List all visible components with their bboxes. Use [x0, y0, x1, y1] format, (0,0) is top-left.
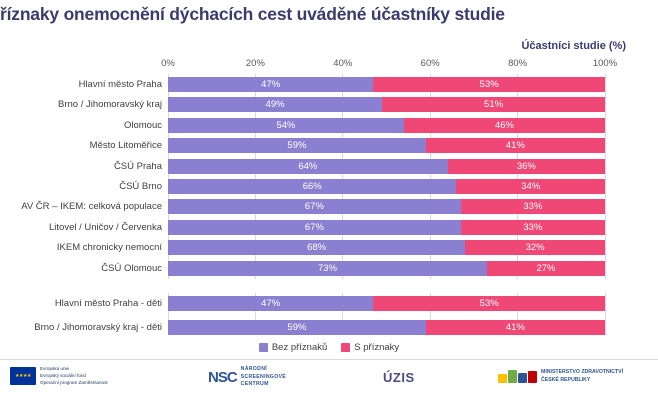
bar-segment: 32% — [465, 240, 605, 255]
nsc-text — [241, 366, 286, 389]
bar-segment: 49% — [168, 97, 382, 112]
bar-segment: 46% — [404, 118, 605, 133]
logo-nsc — [208, 366, 286, 389]
category-label: ČSÚ Brno — [119, 181, 162, 192]
chart-legend — [0, 342, 658, 353]
mzcr-block-green — [508, 370, 517, 383]
category-label: Město Litoměřice — [89, 140, 162, 152]
bar-segment: 54% — [168, 118, 404, 133]
chart-bar-row — [21, 199, 605, 214]
page-title: říznaky onemocnění dýchacích cest uváděné účastníky studie — [0, 4, 505, 24]
bar-segment: 27% — [487, 261, 605, 276]
bar-segment: 64% — [168, 159, 448, 174]
bar-segment: 59% — [168, 320, 426, 335]
category-label: Litovel / Uničov / Červenka — [49, 221, 162, 233]
chart-plot-area-children — [34, 293, 605, 335]
bar-segment: 73% — [168, 261, 487, 276]
nsc-mark: NSC — [208, 368, 237, 386]
chart-bar-row — [78, 77, 605, 92]
bar-segment: 47% — [168, 296, 373, 311]
mzcr-block-blue — [518, 373, 527, 383]
legend-label-bez-priznaku: Bez příznaků — [271, 342, 328, 353]
legend-label-s-priznaky: S příznaky — [354, 342, 400, 353]
footer-logos — [0, 359, 658, 400]
legend-swatch-s-priznaky — [341, 343, 350, 352]
bar-segment: 34% — [456, 179, 605, 194]
chart-bar-row — [49, 220, 605, 235]
bar-segment: 41% — [426, 320, 605, 335]
mzcr-line-1: MINISTERSTVO ZDRAVOTNICTVÍ — [541, 369, 624, 375]
category-label: Brno / Jihomoravský kraj — [57, 99, 162, 111]
category-label: AV ČR – IKEM: celková populace — [21, 201, 162, 213]
legend-item-s-priznaky — [341, 342, 399, 353]
bar-segment: 53% — [373, 296, 605, 311]
legend-item-bez-priznaku — [259, 342, 327, 353]
x-axis-title: Účastníci studie (%) — [521, 40, 626, 52]
nsc-line-2: SCREENINGOVÉ — [240, 373, 287, 380]
bar-segment: 33% — [461, 220, 605, 235]
category-label: Hlavní město Praha - děti — [54, 298, 162, 309]
category-label: ČSÚ Olomouc — [101, 262, 162, 274]
mzcr-blocks-icon — [498, 370, 537, 383]
eu-line-2: Evropský sociální fond — [40, 372, 86, 378]
eu-text — [40, 366, 108, 387]
logo-mzcr — [498, 369, 623, 385]
logo-uzis — [383, 370, 415, 385]
bar-segment: 53% — [373, 77, 605, 92]
mzcr-line-2: ČESKÉ REPUBLIKY — [541, 376, 591, 383]
chart-bar-row — [54, 296, 605, 311]
x-tick-label: 80% — [508, 58, 528, 69]
chart-bar-row — [56, 240, 605, 255]
category-label: Hlavní město Praha — [78, 79, 162, 90]
bar-segment: 41% — [426, 138, 605, 153]
chart-bar-row — [57, 97, 605, 112]
chart-bar-row — [113, 159, 605, 174]
x-tick-label: 20% — [245, 58, 265, 69]
chart-bar-row — [89, 138, 605, 153]
chart-plot-area-main — [21, 74, 605, 279]
category-label: ČSÚ Praha — [113, 160, 162, 172]
bar-segment: 59% — [168, 138, 426, 153]
bar-segment: 67% — [168, 199, 461, 214]
logo-eu — [10, 366, 108, 387]
chart-bar-row — [34, 320, 605, 335]
nsc-line-1: NÁRODNÍ — [240, 366, 267, 372]
bar-segment: 68% — [168, 240, 465, 255]
category-label: Brno / Jihomoravský kraj - děti — [34, 322, 162, 333]
mzcr-block-yellow — [498, 374, 507, 383]
uzis-mark: ÚZIS — [383, 370, 415, 385]
x-tick-label: 0% — [161, 58, 175, 69]
bar-segment: 66% — [168, 179, 456, 194]
eu-line-3: Operační program Zaměstnanost — [40, 379, 108, 385]
chart-bar-row — [119, 179, 605, 194]
category-label: IKEM chronicky nemocní — [56, 242, 162, 254]
legend-swatch-bez-priznaku — [259, 343, 268, 352]
category-label: Olomouc — [123, 119, 162, 131]
nsc-line-3: CENTRUM — [240, 381, 269, 388]
mzcr-text — [541, 369, 623, 385]
x-tick-label: 60% — [420, 58, 440, 69]
bar-segment: 51% — [382, 97, 605, 112]
x-tick-label: 40% — [333, 58, 353, 69]
bar-segment: 47% — [168, 77, 373, 92]
bar-segment: 36% — [448, 159, 605, 174]
bar-segment: 67% — [168, 220, 461, 235]
x-tick-label: 100% — [592, 58, 618, 69]
chart-bar-row — [123, 118, 605, 133]
bar-segment: 33% — [461, 199, 605, 214]
eu-flag-icon — [10, 367, 36, 385]
eu-line-1: Evropská unie — [40, 366, 70, 371]
chart-bar-row — [101, 261, 605, 276]
x-axis-ticks — [161, 58, 618, 72]
mzcr-block-red — [528, 371, 537, 383]
